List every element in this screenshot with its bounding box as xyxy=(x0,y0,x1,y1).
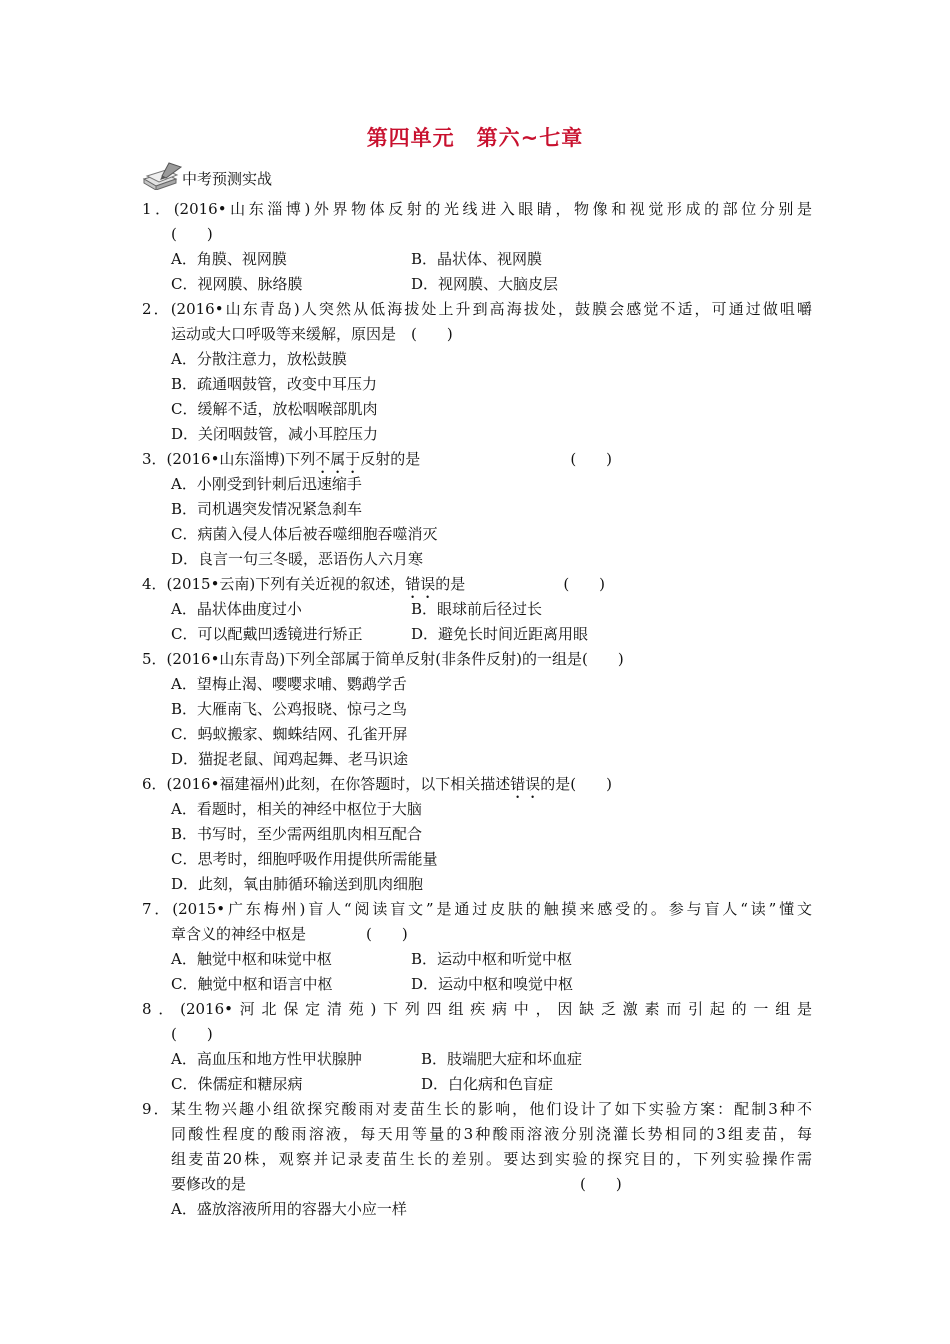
answer-paren: ( ) xyxy=(563,575,606,593)
option-a: A．触觉中枢和味觉中枢 xyxy=(171,950,332,968)
option-b: B．肢端肥大症和坏血症 xyxy=(421,1050,583,1068)
option-d: D．视网膜、大脑皮层 xyxy=(411,275,559,293)
section-label: 中考预测实战 xyxy=(182,170,273,188)
question-stem-cont: 同酸性程度的酸雨溶液，每天用等量的3种酸雨溶液分别浇灌长势相同的3组麦苗，每 xyxy=(171,1125,812,1143)
question-stem: 9．某生物兴趣小组欲探究酸雨对麦苗生长的影响，他们设计了如下实验方案：配制3种不 xyxy=(142,1100,812,1118)
question-stem-cont: ( ) xyxy=(171,225,213,243)
option-d: D．良言一句三冬暖，恶语伤人六月寒 xyxy=(171,550,424,568)
option-c: C．侏儒症和糖尿病 xyxy=(171,1075,303,1093)
option-b: B．眼球前后径过长 xyxy=(411,600,543,618)
stem-text: 的是 xyxy=(435,575,466,593)
question-stem xyxy=(142,447,812,472)
question-1 xyxy=(142,197,812,297)
question-stem: 5．(2016•山东青岛)下列全部属于简单反射(非条件反射)的一组是( ) xyxy=(142,650,624,668)
option-d: D．运动中枢和嗅觉中枢 xyxy=(411,975,574,993)
question-list xyxy=(142,197,812,1222)
option-c: C．思考时，细胞呼吸作用提供所需能量 xyxy=(171,850,438,868)
option-c: C．病菌入侵人体后被吞噬细胞吞噬消灭 xyxy=(171,525,438,543)
option-a: A．望梅止渴、嘤嘤求哺、鹦鹉学舌 xyxy=(171,675,407,693)
option-a: A．角膜、视网膜 xyxy=(171,250,287,268)
question-stem: 1．(2016•山东淄博)外界物体反射的光线进入眼睛，物像和视觉形成的部位分别是 xyxy=(142,200,812,218)
option-a: A．看题时，相关的神经中枢位于大脑 xyxy=(171,800,422,818)
page-title: 第四单元 第六~七章 xyxy=(366,126,584,150)
question-4 xyxy=(142,572,812,647)
question-stem: 2．(2016•山东青岛)人突然从低海拔处上升到高海拔处，鼓膜会感觉不适，可通过做咀嚼 xyxy=(142,300,812,318)
option-c: C．可以配戴凹透镜进行矫正 xyxy=(171,625,363,643)
option-d: D．猫捉老鼠、闻鸡起舞、老马识途 xyxy=(171,750,409,768)
emphasis-text: 错误 xyxy=(405,575,436,593)
stem-text: 反射的是 xyxy=(360,450,421,468)
option-c: C．视网膜、脉络膜 xyxy=(171,275,303,293)
option-a: A．晶状体曲度过小 xyxy=(171,600,302,618)
question-3 xyxy=(142,447,812,572)
option-c: C．触觉中枢和语言中枢 xyxy=(171,975,333,993)
option-b: B．大雁南飞、公鸡报晓、惊弓之鸟 xyxy=(171,700,408,718)
question-stem: 8．(2016•河北保定清苑)下列四组疾病中，因缺乏激素而引起的一组是 xyxy=(142,1000,812,1018)
answer-paren: ( ) xyxy=(580,1175,622,1193)
stem-text: 要修改的是 xyxy=(171,1175,247,1193)
question-stem-cont: 组麦苗20株，观察并记录麦苗生长的差别。要达到实验的探究目的，下列实验操作需 xyxy=(171,1150,812,1168)
option-d: D．白化病和色盲症 xyxy=(421,1075,554,1093)
question-stem-cont: ( ) xyxy=(171,1025,213,1043)
stem-text: 3．(2016•山东淄博)下列 xyxy=(142,450,316,468)
option-b: B．书写时，至少需两组肌肉相互配合 xyxy=(171,825,423,843)
question-stem xyxy=(142,772,812,797)
question-stem xyxy=(142,572,812,597)
option-a: A．小刚受到针刺后迅速缩手 xyxy=(171,475,362,493)
question-stem-cont: 章含义的神经中枢是 ( ) xyxy=(171,925,408,943)
option-b: B．运动中枢和听觉中枢 xyxy=(411,950,573,968)
option-c: C．蚂蚁搬家、蜘蛛结网、孔雀开屏 xyxy=(171,725,408,743)
option-b: B．司机遇突发情况紧急刹车 xyxy=(171,500,363,518)
books-pen-icon xyxy=(142,162,184,190)
question-7 xyxy=(142,897,812,997)
option-d: D．避免长时间近距离用眼 xyxy=(411,625,589,643)
option-d: D．此刻，氧由肺循环输送到肌肉细胞 xyxy=(171,875,424,893)
stem-text: 6．(2016•福建福州)此刻，在你答题时，以下相关描述 xyxy=(142,775,511,793)
answer-paren: ( ) xyxy=(570,450,613,468)
option-a: A．分散注意力，放松鼓膜 xyxy=(171,350,347,368)
question-9 xyxy=(142,1097,812,1222)
question-5 xyxy=(142,647,812,772)
option-a: A．高血压和地方性甲状腺肿 xyxy=(171,1050,362,1068)
option-d: D．关闭咽鼓管，减小耳腔压力 xyxy=(171,425,379,443)
option-c: C．缓解不适，放松咽喉部肌肉 xyxy=(171,400,378,418)
question-6 xyxy=(142,772,812,897)
question-2 xyxy=(142,297,812,447)
question-stem-cont: 运动或大口呼吸等来缓解，原因是 ( ) xyxy=(171,325,453,343)
question-stem-cont xyxy=(142,1172,812,1197)
question-8 xyxy=(142,997,812,1097)
option-b: B．晶状体、视网膜 xyxy=(411,250,543,268)
option-a: A．盛放溶液所用的容器大小应一样 xyxy=(171,1200,407,1218)
stem-text: 4．(2015•云南)下列有关近视的叙述， xyxy=(142,575,406,593)
emphasis-text: 不属于 xyxy=(315,450,361,468)
stem-text: 的是( ) xyxy=(540,775,613,793)
emphasis-text: 错误 xyxy=(510,775,541,793)
question-stem: 7．(2015•广东梅州)盲人“阅读盲文”是通过皮肤的触摸来感受的。参与盲人“读”懂文 xyxy=(142,900,812,918)
option-b: B．疏通咽鼓管，改变中耳压力 xyxy=(171,375,378,393)
